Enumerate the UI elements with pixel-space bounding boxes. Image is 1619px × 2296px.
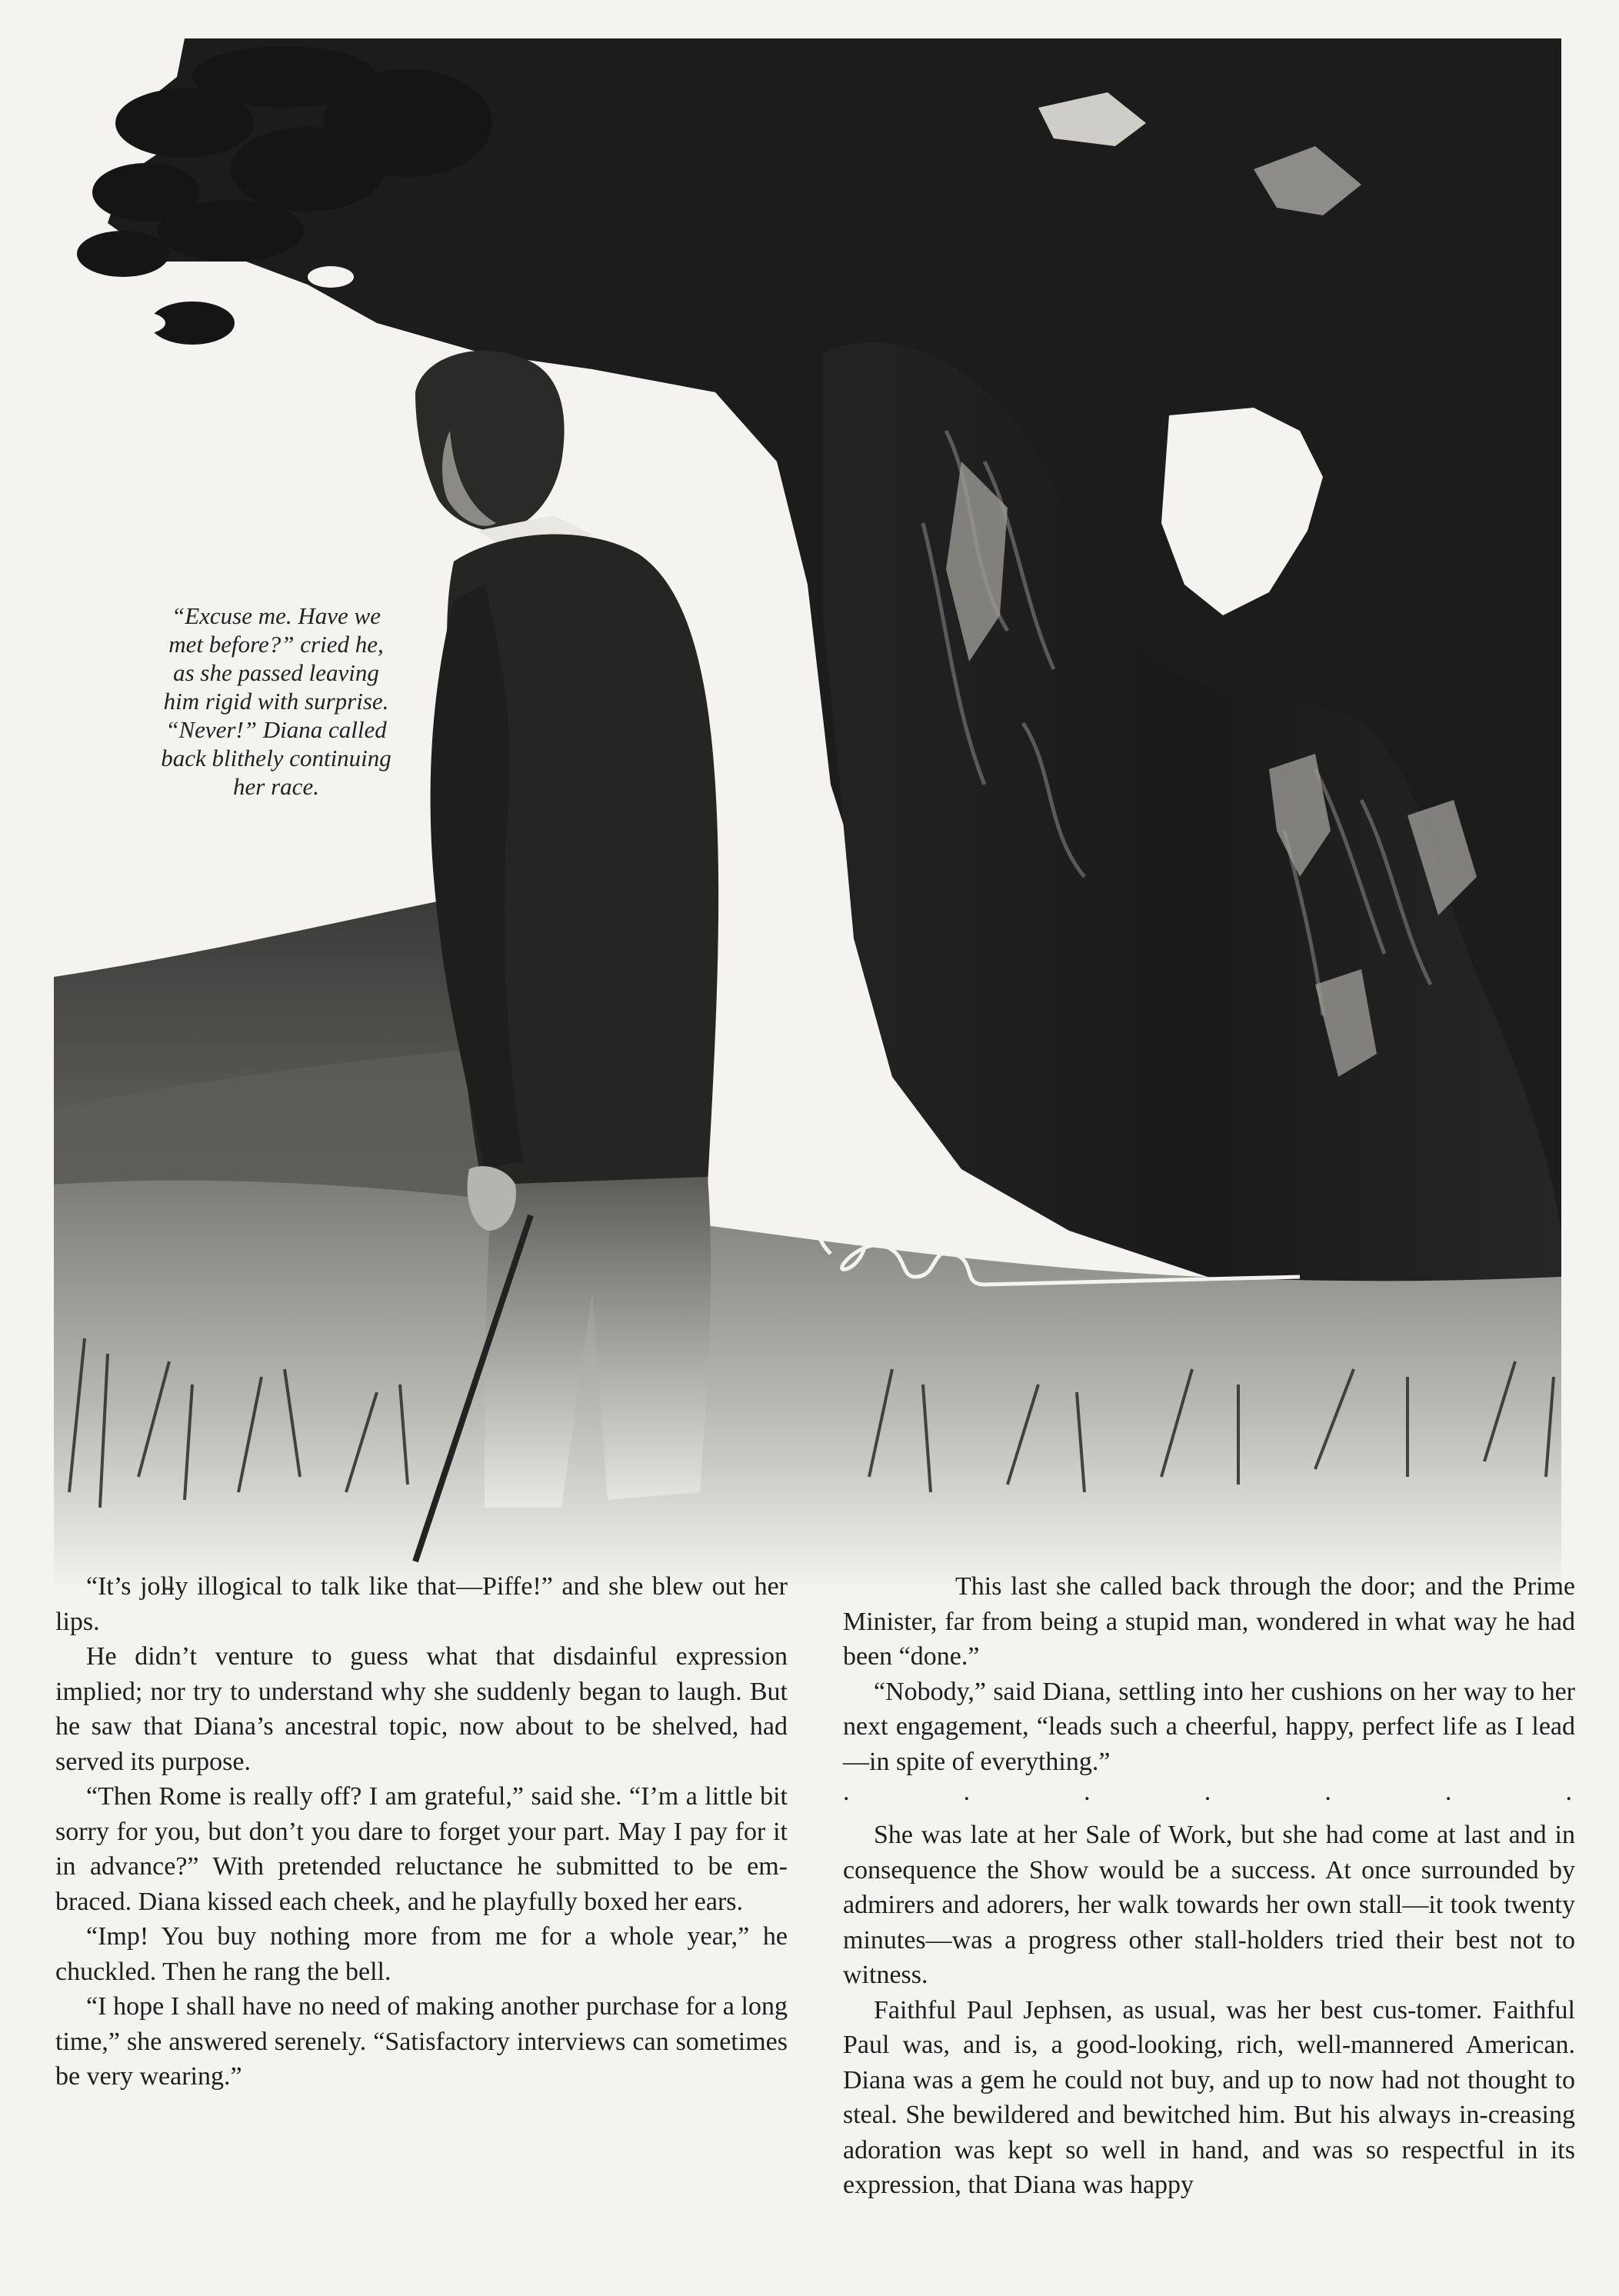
section-break-dot: . [1204, 1778, 1211, 1806]
caption-line: him rigid with surprise. [163, 688, 389, 715]
caption-line: “Excuse me. Have we [171, 602, 381, 629]
caption-line: met before?” cried he, [168, 631, 384, 658]
caption-line: “Never!” Diana called [165, 716, 387, 743]
section-break-dot: . [1565, 1778, 1572, 1806]
left-text-column [55, 1569, 788, 2094]
section-break-dot: . [1444, 1778, 1452, 1806]
paragraph: “Nobody,” said Diana, settling into her cushions on her way to her next engagement, “leads such a cheerful, happy, perfect life as I lead—in spite of everything.” [843, 1677, 1575, 1776]
paragraph: “Then Rome is really off? I am grateful,” said she. “I’m a little bit sorry for you, but don’t you dare to forget your part. May I pay for it in advance?” With pretended reluctance he submitted to be em-braced. Diana kissed each cheek, and he playfully boxed her ears. [55, 1782, 788, 1916]
caption-line: her race. [233, 773, 319, 800]
story-illustration [54, 31, 1577, 1592]
paragraph: “It’s jolly illogical to talk like that—Piffe!” and she blew out her lips. [55, 1572, 788, 1636]
section-break-dot: . [1324, 1778, 1331, 1806]
illustration-caption [118, 601, 434, 801]
paragraph: This last she called back through the door; and the Prime Minister, far from being a stupid man, wondered in what way he had been “done.” [843, 1572, 1575, 1671]
section-break-dot: . [1084, 1778, 1091, 1806]
section-break-dot: . [843, 1778, 850, 1806]
right-text-column [843, 1569, 1575, 2203]
section-break [843, 1778, 1575, 1806]
paragraph: She was late at her Sale of Work, but she had come at last and in consequence the Show would be a success. At once surrounded by admirers and adorers, her walk towards her own stall—it took twenty minutes—was a progress other stall-holders tried their best not to witness. [843, 1821, 1575, 1989]
paragraph: “Imp! You buy nothing more from me for a whole year,” he chuckled. Then he rang the bell. [55, 1922, 788, 1986]
oak-tree-illustration [54, 31, 1577, 1592]
paragraph: He didn’t venture to guess what that disdainful expression implied; nor try to understand why she suddenly began to laugh. But he saw that Diana’s ancestral topic, now about to be shelved, had served its purpose. [55, 1642, 788, 1776]
section-break-dot: . [963, 1778, 971, 1806]
caption-line: back blithely continuing [161, 745, 391, 771]
caption-line: as she passed leaving [173, 659, 379, 686]
paragraph: Faithful Paul Jephsen, as usual, was her best cus-tomer. Faithful Paul was, and is, a good-looking, rich, well-mannered American. Diana was a gem he could not buy, and up to now had not thought to steal. She bewildered and bewitched him. But his always in-creasing adoration was kept so well in hand, and was so respectful in its expression, that Diana was happy [843, 1995, 1575, 2199]
paragraph: “I hope I shall have no need of making another purchase for a long time,” she answered serenely. “Satisfactory interviews can sometimes be very wearing.” [55, 1992, 788, 2091]
